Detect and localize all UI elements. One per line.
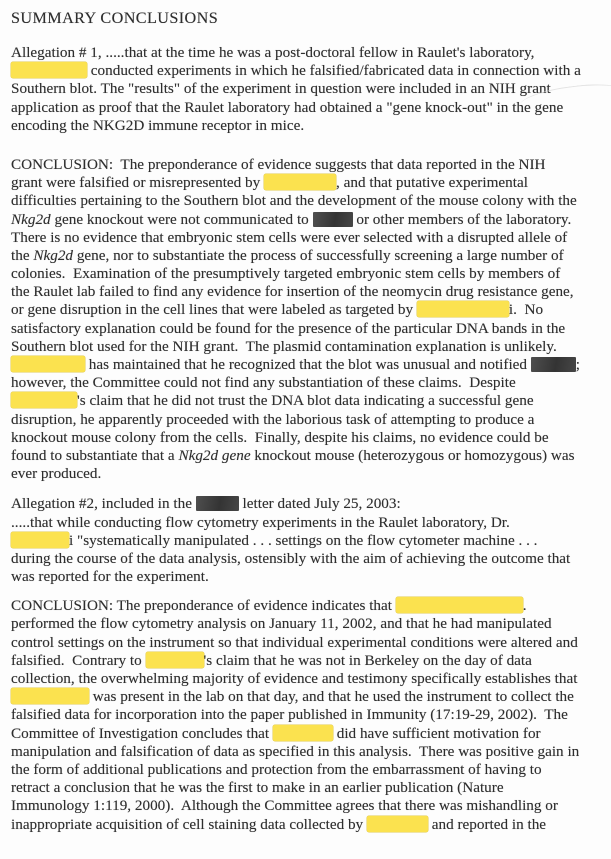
text-run: Immunology 1:119, 2000). Although the Committee agrees that there was mishandling or: [11, 797, 558, 815]
text-run: inappropriate acquisition of cell staining data collected by: [11, 815, 367, 833]
text-line: [11, 429, 607, 447]
text-run: the Raulet lab failed to find any evidence for insertion of the neomycin drug resistance gene,: [11, 283, 574, 301]
text-run: the: [11, 246, 34, 264]
conclusion-1: [11, 156, 607, 483]
conclusion-2: [11, 597, 607, 833]
text-line: [11, 392, 607, 410]
page-title: SUMMARY CONCLUSIONS: [11, 9, 219, 27]
text-line: [11, 706, 607, 724]
text-run: has maintained that he recognized that the blot was unusual and notified: [85, 356, 531, 373]
text-run: falsified. Contrary to: [11, 651, 146, 669]
text-line: [11, 44, 607, 62]
text-run: 's claim that he was not in Berkeley on the day of data: [203, 651, 532, 669]
text-run: colonies. Examination of the presumptively targeted embryonic stem cells by members of: [11, 265, 561, 283]
yellow-highlight-redaction: [417, 301, 509, 317]
text-line: [11, 816, 607, 834]
black-redaction: [531, 357, 576, 372]
text-run: control settings on the instrument so that individual experimental conditions were altered and: [11, 633, 578, 651]
text-line: [11, 615, 607, 633]
text-line: [11, 652, 607, 670]
text-line: [11, 568, 607, 586]
yellow-highlight-redaction: [396, 597, 523, 613]
text-run: did have sufficient motivation for: [332, 724, 541, 742]
text-line: [11, 99, 607, 117]
black-redaction: [313, 212, 353, 227]
text-line: [11, 356, 607, 374]
yellow-highlight-redaction: [11, 62, 87, 78]
text-line: [11, 670, 607, 688]
text-run-italic: Nkg2d gene: [178, 446, 251, 464]
text-run: CONCLUSION: The preponderance of evidence indicates that: [11, 597, 396, 615]
text-line: [11, 80, 607, 98]
yellow-highlight-redaction: [367, 816, 428, 832]
text-line: [11, 283, 607, 301]
text-run: i "systematically manipulated . . . settings on the flow cytometer machine . . .: [69, 531, 538, 549]
text-line: [11, 688, 607, 706]
yellow-highlight-redaction: [11, 688, 89, 704]
allegation-1: [11, 44, 607, 135]
text-line: [11, 725, 607, 743]
text-line: [11, 411, 607, 429]
text-line: [11, 532, 607, 550]
text-run: disruption, he apparently proceeded with the laborious task of attempting to produce a: [11, 410, 535, 428]
text-line: [11, 743, 607, 761]
yellow-highlight-redaction: [11, 356, 85, 372]
text-run: Southern blot used for the NIH grant. The plasmid contamination explanation is unlikely.: [11, 337, 557, 355]
text-run-italic: Nkg2d: [11, 210, 51, 228]
text-run: satisfactory explanation could be found for the presence of the particular DNA bands in the: [11, 319, 566, 337]
text-line: [11, 156, 607, 174]
text-run: or gene disruption in the cell lines that were labeled as targeted by: [11, 301, 417, 319]
text-run: collection, the overwhelming majority of evidence and testimony specifically establishes that: [11, 670, 578, 687]
text-line: [11, 229, 607, 247]
yellow-highlight-redaction: [264, 174, 336, 190]
text-run: was present in the lab on that day, and that he used the instrument to collect the: [89, 688, 574, 706]
text-line: [11, 117, 607, 135]
text-run: knockout mouse colony from the cells. Finally, despite his claims, no evidence could be: [11, 428, 549, 446]
text-run: knockout mouse (heterozygous or homozygous) was: [250, 446, 575, 464]
text-line: [11, 174, 607, 192]
text-run: grant were falsified or misrepresented by: [11, 174, 265, 192]
text-run: Allegation # 1, .....that at the time he was a post-doctoral fellow in Raulet's laboratory,: [11, 44, 535, 61]
text-line: [11, 265, 607, 283]
document-body: [11, 44, 607, 834]
text-line: [11, 797, 607, 815]
text-run: and reported in the: [427, 815, 547, 833]
text-line: [11, 495, 607, 513]
text-line: [11, 634, 607, 652]
text-run: or other members of the laboratory.: [352, 210, 572, 228]
yellow-highlight-redaction: [11, 392, 77, 408]
text-line: [11, 761, 607, 779]
text-run: .: [522, 597, 527, 615]
text-run: encoding the NKG2D immune receptor in mice.: [11, 116, 305, 134]
text-run: retract a conclusion that he was the first to make in an earlier publication (Nature: [11, 779, 504, 797]
text-run: CONCLUSION: The preponderance of evidence suggests that data reported in the NIH: [11, 155, 546, 173]
text-line: [11, 211, 607, 229]
text-run: conducted experiments in which he falsified/fabricated data in connection with a: [87, 62, 581, 80]
text-line: [11, 320, 607, 338]
text-run: the form of additional publications and protection from the embarrassment of having to: [11, 760, 542, 778]
text-run: letter dated July 25, 2003:: [238, 495, 401, 513]
text-run: gene knockout were not communicated to: [50, 210, 313, 228]
text-run: Committee of Investigation concludes that: [11, 724, 273, 742]
text-run: was reported for the experiment.: [11, 568, 209, 586]
text-run: manipulation and falsification of data as specified in this analysis. There was positive gain in: [11, 742, 580, 760]
text-line: [11, 514, 607, 532]
text-run: 's claim that he did not trust the DNA blot data indicating a successful gene: [77, 392, 534, 410]
text-line: [11, 62, 607, 80]
text-line: [11, 597, 607, 615]
text-run: gene, nor to substantiate the process of successfully screening a large number of: [73, 246, 564, 264]
text-run: Allegation #2, included in the: [11, 495, 196, 513]
text-run: There is no evidence that embryonic stem cells were ever selected with a disrupted allele of: [11, 228, 568, 246]
text-run: , and that putative experimental: [336, 174, 528, 192]
text-line: [11, 447, 607, 465]
text-line: [11, 301, 607, 319]
text-line: [11, 465, 607, 483]
text-run-italic: Nkg2d: [33, 246, 74, 264]
text-run: difficulties pertaining to the Southern blot and the development of the mouse colony with the: [11, 192, 577, 210]
text-line: [11, 779, 607, 797]
text-run: performed the flow cytometry analysis on January 11, 2002, and that he had manipulated: [11, 615, 552, 633]
text-line: [11, 374, 607, 392]
text-run: Southern blot. The "results" of the experiment in question were included in an NIH grant: [11, 80, 551, 98]
text-run: ever produced.: [11, 465, 102, 483]
text-run: i. No: [508, 301, 544, 319]
text-run: during the course of the data analysis, ostensibly with the aim of achieving the outcome that: [11, 549, 571, 567]
text-run: found to substantiate that a: [11, 446, 179, 464]
text-run: however, the Committee could not find any substantiation of these claims. Despite: [11, 374, 516, 392]
yellow-highlight-redaction: [11, 532, 69, 548]
text-line: [11, 338, 607, 356]
black-redaction: [196, 496, 239, 511]
text-line: [11, 550, 607, 568]
text-run: application as proof that the Raulet laboratory had obtained a "gene knock-out" in the gene: [11, 98, 564, 116]
text-line: [11, 247, 607, 265]
text-run: falsified data for incorporation into the paper published in Immunity (17:19-29, 2002). The: [11, 706, 568, 724]
allegation-2: [11, 495, 607, 586]
yellow-highlight-redaction: [146, 652, 204, 668]
text-run: .....that while conducting flow cytometry experiments in the Raulet laboratory, Dr.: [11, 513, 510, 531]
yellow-highlight-redaction: [273, 725, 333, 741]
text-run: ;: [575, 356, 581, 373]
text-line: [11, 192, 607, 210]
